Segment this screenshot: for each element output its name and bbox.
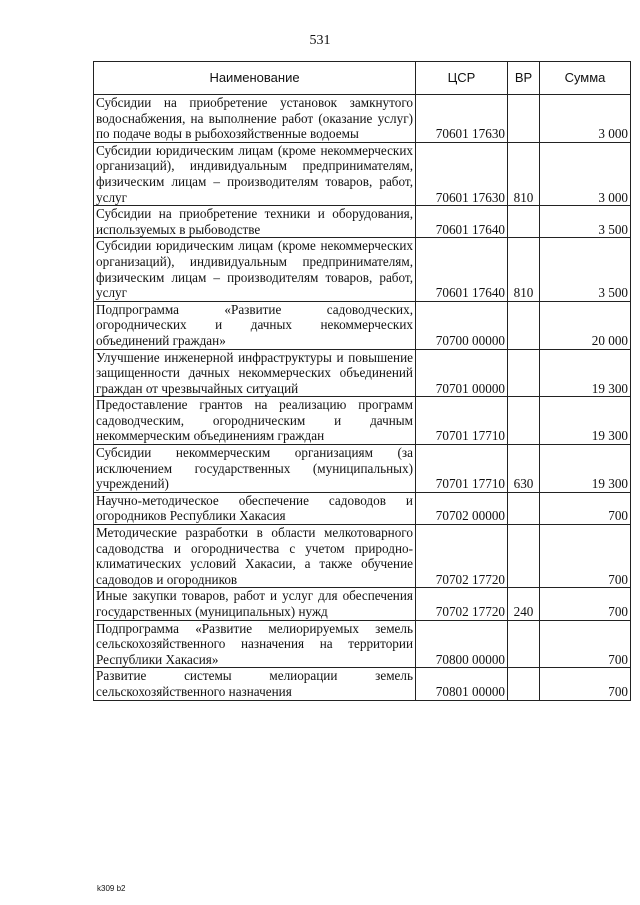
row-vr (508, 525, 540, 588)
row-csr: 70702 17720 (416, 588, 508, 620)
table-row (94, 301, 631, 349)
row-csr: 70601 17640 (416, 206, 508, 238)
row-sum: 19 300 (540, 349, 631, 397)
row-vr (508, 206, 540, 238)
row-name: Развитие системы мелиорации земель сельскохозяйственного назначения (94, 668, 416, 700)
row-vr (508, 349, 540, 397)
header-sum: Сумма (540, 62, 631, 95)
row-sum: 700 (540, 668, 631, 700)
row-csr: 70701 17710 (416, 397, 508, 445)
row-vr: 240 (508, 588, 540, 620)
table-header (94, 62, 631, 95)
row-name: Научно-методическое обеспечение садоводов и огородников Республики Хакасия (94, 492, 416, 524)
table-row (94, 238, 631, 301)
table-row (94, 349, 631, 397)
row-name: Методические разработки в области мелкотоварного садоводства и огородничества с учетом природно-климатических условий Хакасии, а также обучение садоводов и огородников (94, 525, 416, 588)
table-row (94, 142, 631, 205)
row-sum: 3 000 (540, 142, 631, 205)
table-body (94, 95, 631, 701)
row-sum: 3 500 (540, 238, 631, 301)
row-vr (508, 620, 540, 668)
row-sum: 19 300 (540, 445, 631, 493)
row-csr: 70700 00000 (416, 301, 508, 349)
row-vr (508, 301, 540, 349)
table-row (94, 397, 631, 445)
row-csr: 70601 17630 (416, 95, 508, 143)
row-vr: 810 (508, 238, 540, 301)
row-csr: 70702 00000 (416, 492, 508, 524)
row-name: Предоставление грантов на реализацию программ садоводческим, огородническим и дачным некоммерческим объединениям граждан (94, 397, 416, 445)
row-csr: 70601 17630 (416, 142, 508, 205)
header-name: Наименование (94, 62, 416, 95)
row-sum: 19 300 (540, 397, 631, 445)
table-row (94, 95, 631, 143)
row-csr: 70701 00000 (416, 349, 508, 397)
row-name: Субсидии на приобретение техники и оборудования, используемых в рыбоводстве (94, 206, 416, 238)
table-row (94, 492, 631, 524)
header-csr: ЦСР (416, 62, 508, 95)
row-sum: 700 (540, 525, 631, 588)
row-name: Подпрограмма «Развитие мелиорируемых земель сельскохозяйственного назначения на территории Республики Хакасия» (94, 620, 416, 668)
row-vr: 810 (508, 142, 540, 205)
footer-document-code: k309 b2 (97, 884, 126, 893)
row-name: Субсидии на приобретение установок замкнутого водоснабжения, на выполнение работ (оказание услуг) по подаче воды в рыбохозяйственные водоемы (94, 95, 416, 143)
row-sum: 3 500 (540, 206, 631, 238)
row-sum: 700 (540, 620, 631, 668)
row-csr: 70701 17710 (416, 445, 508, 493)
row-name: Улучшение инженерной инфраструктуры и повышение защищенности дачных некоммерческих объединений граждан от чрезвычайных ситуаций (94, 349, 416, 397)
budget-table (93, 61, 631, 701)
row-sum: 700 (540, 588, 631, 620)
table-row (94, 620, 631, 668)
row-name: Иные закупки товаров, работ и услуг для обеспечения государственных (муниципальных) нужд (94, 588, 416, 620)
row-csr: 70800 00000 (416, 620, 508, 668)
table-row (94, 206, 631, 238)
row-sum: 20 000 (540, 301, 631, 349)
row-vr (508, 397, 540, 445)
row-vr (508, 492, 540, 524)
row-vr (508, 668, 540, 700)
row-csr: 70702 17720 (416, 525, 508, 588)
row-csr: 70801 00000 (416, 668, 508, 700)
row-name: Субсидии юридическим лицам (кроме некоммерческих организаций), индивидуальным предпринимателям, физическим лицам – производителям товаров, работ, услуг (94, 238, 416, 301)
row-vr (508, 95, 540, 143)
row-sum: 3 000 (540, 95, 631, 143)
table-row (94, 525, 631, 588)
table-row (94, 668, 631, 700)
header-vr: ВР (508, 62, 540, 95)
row-csr: 70601 17640 (416, 238, 508, 301)
row-vr: 630 (508, 445, 540, 493)
row-name: Подпрограмма «Развитие садоводческих, огороднических и дачных некоммерческих объединений граждан» (94, 301, 416, 349)
table-row (94, 445, 631, 493)
page-number: 531 (309, 33, 331, 48)
row-name: Субсидии юридическим лицам (кроме некоммерческих организаций), индивидуальным предпринимателям, физическим лицам – производителям товаров, работ, услуг (94, 142, 416, 205)
row-sum: 700 (540, 492, 631, 524)
header-row (94, 62, 631, 95)
row-name: Субсидии некоммерческим организациям (за исключением государственных (муниципальных) учреждений) (94, 445, 416, 493)
table-row (94, 588, 631, 620)
